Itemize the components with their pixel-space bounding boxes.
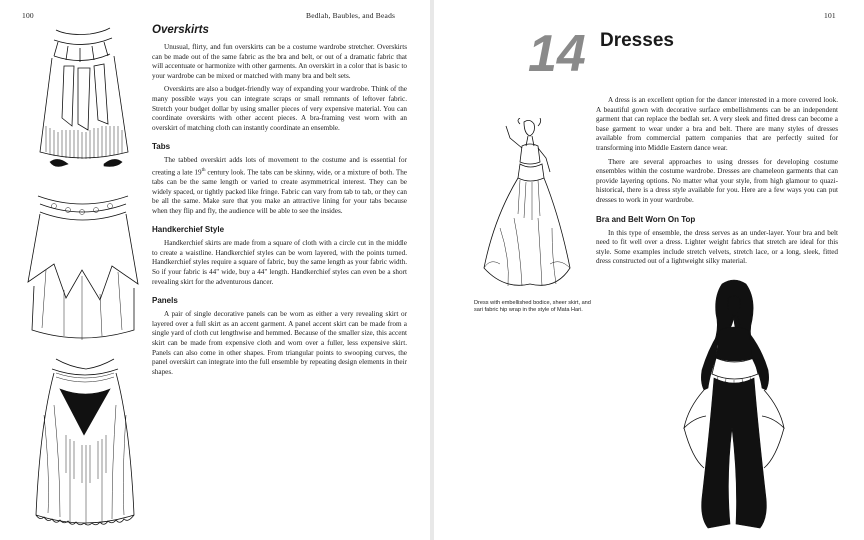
section-title: Overskirts — [152, 24, 209, 36]
dark-dress-dancer-illustration — [682, 278, 786, 536]
right-page-number: 101 — [824, 11, 836, 20]
dresses-paragraph-2: There are several approaches to using dresses for developing costume ensembles within the costume wardrobe. Dresses are chameleon garments that can provide layering options. No matter what your style, from high glamour to quazi-historical, there is a dress style available for you. Here are a few ways you can put dresses to work in your wardrobe. — [596, 157, 838, 204]
tabs-heading: Tabs — [152, 142, 171, 152]
tabbed-overskirt-illustration — [28, 26, 138, 186]
bra-belt-paragraph: In this type of ensemble, the dress serves as an under-layer. Your bra and belt need to fit well over a dress. Lighter weight fabrics that stretch are ideal for this style. Some examples include stretch velvets, stretch lace, or a long, sleek, fitted dress constructed out of a lightweight silky material. — [596, 228, 838, 266]
mata-hari-dress-illustration — [480, 118, 572, 296]
illustration-caption: Dress with embellished bodice, sheer skirt, and sari fabric hip wrap in the style of Mata Hari. — [474, 300, 591, 314]
handkerchief-paragraph: Handkerchief skirts are made from a square of cloth with a circle cut in the middle to create a waistline. Handkerchief styles can be worn layered, with the points turned. Handkerchief styles require a square of fabric, buy the same length as your fabric width. So if your fabric is 44" wide, buy a 44" length. Handkerchief styles can even be a short revealing skirt for the adventurous dancer. — [152, 239, 407, 286]
left-page-number: 100 — [22, 11, 34, 20]
panels-paragraph: A pair of single decorative panels can be worn as either a very revealing skirt or layered over a full skirt as an accent garment. A panel accent skirt can be made from a single yard of cloth cut lengthwise and hemmed. Because of the smaller size, this accent skirt can be made from expensive cloth and worn over a fuller, less expensive skirt. Panels can also come in other shapes. From triangular points to swooping curves, the panel overskirt can integrate into the full ensemble by repeating design elements in their shapes. — [152, 310, 407, 376]
chapter-title: Dresses — [600, 30, 674, 51]
dresses-paragraph-1: A dress is an excellent option for the dancer interested in a more covered look. A beautiful gown with decorative surface embellishments can be an independent garment that can replace the bedlah set. A very sleek and fitted dress can become a base garment to wear under a bra and belt. There are many styles of dresses available from commercial pattern companies that are perfectly suited for transforming into Middle Eastern dance wear. — [596, 96, 838, 152]
panels-heading: Panels — [152, 296, 178, 306]
running-header: Bedlah, Baubles, and Beads — [306, 11, 396, 20]
bra-belt-heading: Bra and Belt Worn On Top — [596, 214, 696, 224]
overskirts-paragraph-2: Overskirts are also a budget-friendly way of expanding your wardrobe. Think of the many possible ways you can integrate scraps or small remnants of leftover fabric. Stretch your budget dollar by using smaller pieces of very expensive material. You can coordinate overskirts with other accent pieces. A bra-framing vest worn with an overskirt of matching cloth can instantly coordinate an ensemble. — [152, 85, 407, 132]
overskirts-paragraph-1: Unusual, flirty, and fun overskirts can be a costume wardrobe stretcher. Overskirts can be made out of the same fabric as the bra and belt, or out of a dramatic fabric that will accentuate or harmonize with other garments. An overskirt in a color that is basic to your wardrobe can be mixed or matched with many bra and belt sets. — [152, 43, 407, 80]
left-page — [0, 0, 430, 540]
chapter-number: 14 — [528, 25, 586, 83]
panel-skirt-illustration — [30, 355, 140, 535]
handkerchief-skirt-illustration — [24, 190, 142, 350]
tabs-paragraph: The tabbed overskirt adds lots of movement to the costume and is essential for creating a late 19th century look. The tabs can be skinny, wide, or a mixture of both. The tabs can be the same length or varied to create asymmetrical interest. They can be widely spaced, or tightly packed like fringe. Fabric can vary from tab to tab, or they can be all the same. Make sure that you make an attractive lining for your tabs because when they flip and fly, the audience will be able to see the insides. — [152, 156, 407, 215]
handkerchief-heading: Handkerchief Style — [152, 225, 225, 235]
right-page — [434, 0, 864, 540]
